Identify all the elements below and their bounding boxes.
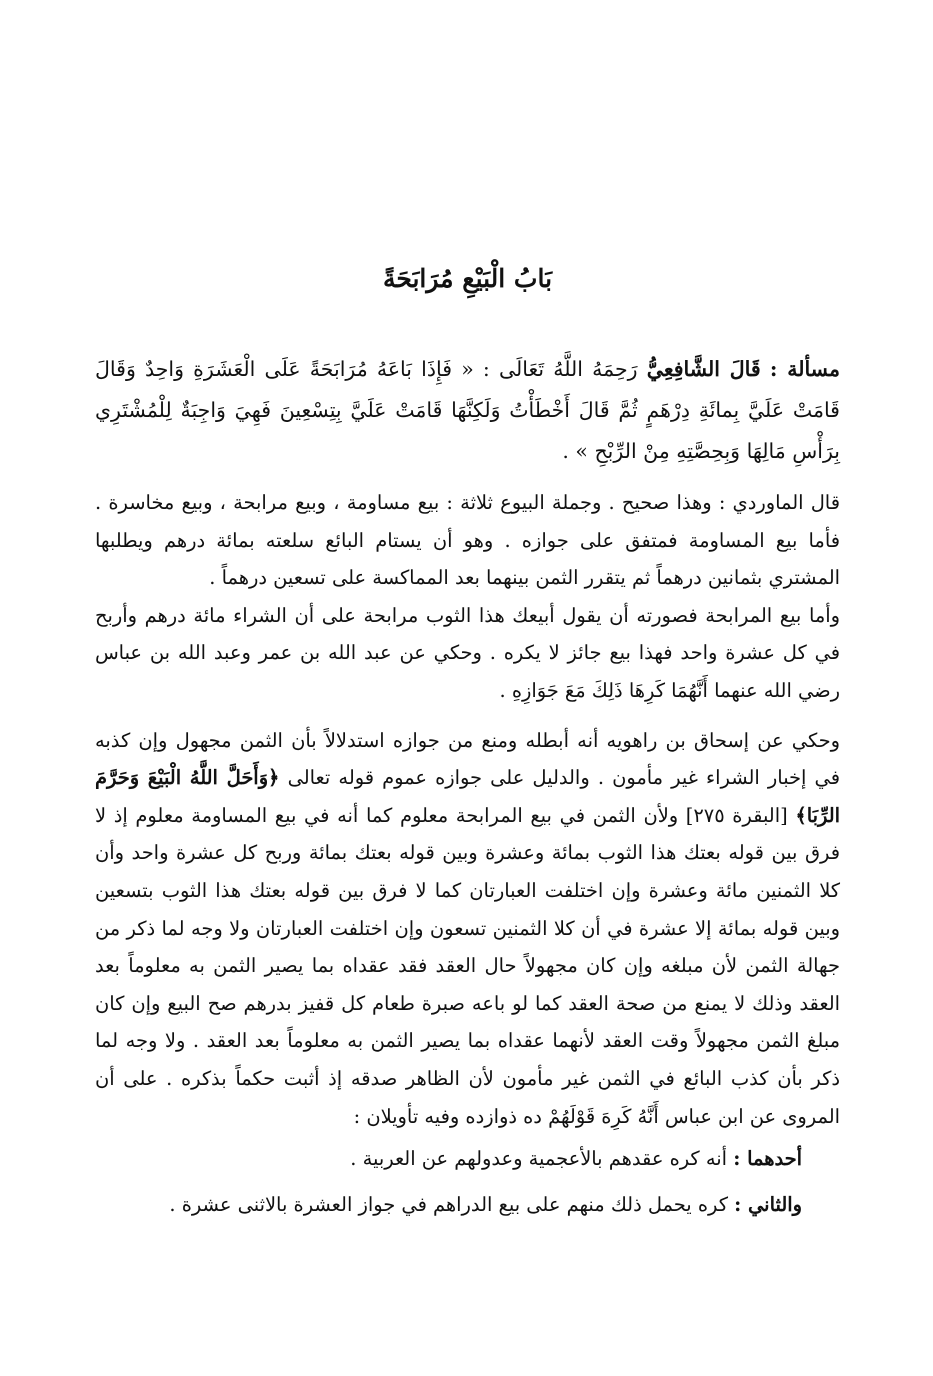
item-text: كره يحمل ذلك منهم على بيع الدراهم في جواز العشرة بالاثنى عشرة . — [169, 1193, 728, 1217]
list-item — [95, 1183, 802, 1227]
paragraph-murabaha: وأما بيع المرابحة فصورته أن يقول أبيعك هذا الثوب مرابحة على أن الشراء مائة درهم وأربح في كل عشرة واحد فهذا بيع جائز لا يكره . وحكي عن عبد الله بن عمر وعبد الله بن عباس رضي الله عنهما أَنَّهُمَا كَرِهَا ذَلِكَ مَعَ جَوَازِهِ . — [95, 603, 840, 702]
item-text: أنه كره عقدهم بالأعجمية وعدولهم عن العربية . — [350, 1147, 728, 1171]
masala-text: رَحِمَهُ اللَّهُ تَعَالَى : « فَإِذَا بَاعَهُ مُرَابَحَةً عَلَى الْعَشَرَةِ وَاحِدٌ وَقَالَ قَامَتْ عَلَيَّ بِمائَةِ دِرْهَمٍ ثُمَّ قَالَ أَخْطَأْتُ وَلَكِنَّهَا قَامَتْ عَلَيَّ بِتِسْعِينَ فَهِيَ وَاجِبَةٌ لِلْمُشْتَرِي بِرَأْسِ مَالِهَا وَبِحِصَّتِهِ مِنْ الرِّبْحِ » . — [95, 357, 840, 463]
item-label: والثاني : — [734, 1193, 802, 1217]
item-label: أحدهما : — [733, 1147, 802, 1171]
paragraph-mawardi: قال الماوردي : وهذا صحيح . وجملة البيوع ثلاثة : بيع مساومة ، وبيع مرابحة ، وبيع مخاسرة . فأما بيع المساومة فمتفق على جوازه . وهو أن يستام البائع سلعته بمائة درهم ويطلبها المشتري بثمانين درهماً ثم يتقرر الثمن بينهما بعد المماكسة على تسعين درهماً . — [95, 491, 840, 590]
list-item — [95, 1137, 802, 1181]
quran-verse: ﴿وَأَحَلَّ اللَّهُ الْبَيْعَ وَحَرَّمَ الرِّبَا﴾ — [95, 766, 840, 827]
paragraph-ishaq-part-1: وحكي عن إسحاق بن راهويه أنه أبطله ومنع من جوازه استدلالاً بأن الثمن مجهول وإن كذبه في إخبار الشراء غير مأمون . والدليل على جوازه عموم قوله تعالى — [95, 728, 840, 790]
masala-paragraph — [95, 349, 840, 472]
paragraph-ishaq — [95, 722, 840, 1136]
chapter-title: بَابُ الْبَيْعِ مُرَابَحَةً — [382, 264, 553, 293]
document-page — [95, 255, 840, 1227]
masala-author: قَالَ الشَّافِعِيُّ — [646, 357, 761, 381]
paragraph-ishaq-part-2: [البقرة ٢٧٥] ولأن الثمن في بيع المرابحة معلوم كما أنه في بيع المساومة معلوم إذ لا فرق بين قوله بعتك هذا الثوب بمائة وعشرة وبين قوله بعتك بمائة وربح كل عشرة واحد وأن كلا الثمنين مائة وعشرة وإن اختلفت العبارتان كما لا فرق بين قوله بعتك هذا الثوب بتسعين وبين قوله بمائة إلا عشرة في أن كلا الثمنين تسعون وإن اختلفت العبارتان ولا وجه لما ذكر من جهالة الثمن لأن مبلغه وإن كان مجهولاً حال العقد فقد عقداه بما يصير الثمن به معلوماً بعد العقد وذلك لا يمنع من صحة العقد كما لو باعه صبرة طعام كل قفيز بدرهم صح البيع وإن كان مبلغ الثمن مجهولاً وقت العقد لأنهما عقداه بما يصير الثمن به معلوماً بعد العقد . ولا وجه لما ذكر بأن كذب البائع في الثمن غير مأمون لأن الظاهر صدقه إذ أثبت حكماً بذكره . على أن المروى عن ابن عباس أَنَّهُ كَرِهَ قَوْلَهُمْ ده ذوازده وفيه تأويلان : — [95, 803, 840, 1128]
masala-label: مسألة : — [769, 357, 840, 381]
